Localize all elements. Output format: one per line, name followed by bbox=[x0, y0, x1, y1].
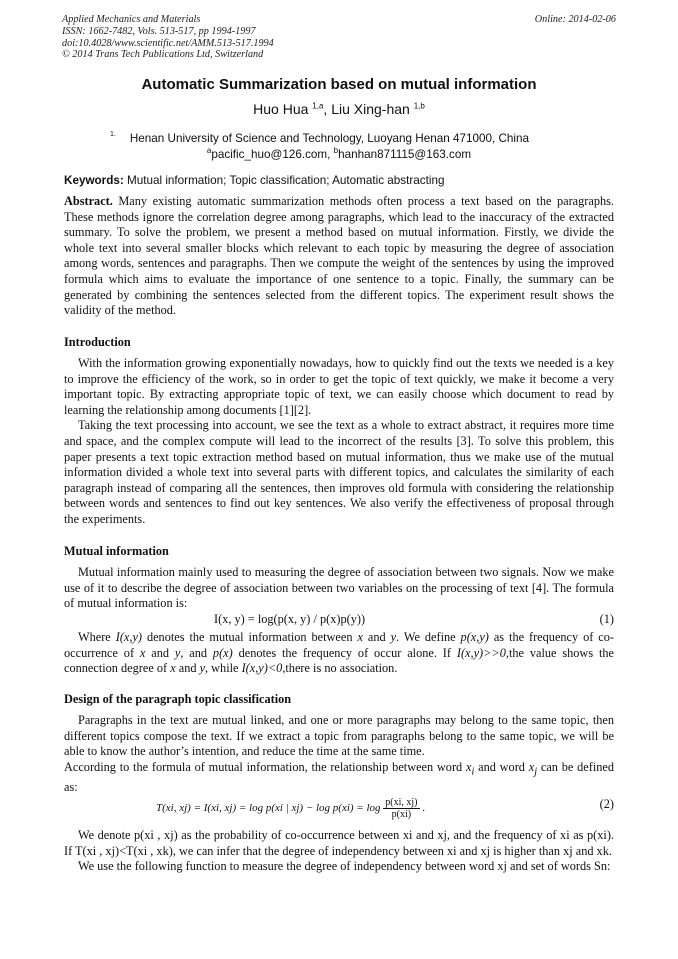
affiliation bbox=[110, 131, 529, 145]
email-a: pacific_huo@126.com, bbox=[211, 147, 334, 161]
journal-name: Applied Mechanics and Materials bbox=[62, 14, 201, 25]
design-paragraph-4: We use the following function to measure the degree of independency between word xj and set of words Sn: bbox=[78, 859, 611, 874]
section-mutual-information bbox=[64, 565, 614, 612]
section-design-title: Design of the paragraph topic classification bbox=[64, 692, 292, 706]
copyright-line: © 2014 Trans Tech Publications Ltd, Switzerland bbox=[62, 49, 264, 61]
author-1-affil: 1,a bbox=[312, 101, 324, 111]
equation-2: T(xi, xj) = I(xi, xj) = log p(xi | xj) − log p(xi) = log $\frac{p(xi, xj)}{p(xi)}$ . bbox=[156, 797, 426, 820]
mi-definitions bbox=[64, 630, 614, 677]
email-b: hanhan871115@163.com bbox=[338, 147, 472, 161]
equation-2-number: (2) bbox=[599, 797, 614, 811]
intro-paragraph-1: With the information growing exponentially nowadays, how to quickly find out the texts we needed is a key to improve the efficiency of the work, so in order to get the topic of text quickly, we make it become a very important topic. By extracting appropriate topic of text, we can easily choose which document to read by learning the relationship among documents [1][2]. bbox=[64, 356, 614, 417]
design-paragraph-1: Paragraphs in the text are mutual linked, and one or more paragraphs may belong to the same topic, then different topics compose the text. If we extract a topic from paragraphs belong to the same topic, we will be able to know the author’s intention, and reduce the time at the same time. bbox=[64, 713, 614, 759]
online-date: Online: 2014-02-06 bbox=[534, 14, 616, 25]
equation-1: I(x, y) = log(p(x, y) / p(x)p(y)) bbox=[214, 612, 366, 626]
affiliation-number: 1. bbox=[110, 131, 116, 138]
design-paragraph-2: According to the formula of mutual information, the relationship between word $x_i$ and word $x_j$ can be defined as: bbox=[64, 759, 615, 794]
equation-2-fraction bbox=[383, 797, 419, 820]
affiliation-text: Henan University of Science and Technology, Luoyang Henan 471000, China bbox=[129, 132, 530, 145]
paper-title: Automatic Summarization based on mutual information bbox=[141, 76, 537, 93]
section-design bbox=[64, 713, 614, 795]
equation-1-number: (1) bbox=[599, 612, 614, 626]
email-b-sup: b bbox=[333, 146, 339, 155]
mi-paragraph-2: Where I(x,y) denotes the mutual information between x and y. We define p(x,y) as the frequency of co-occurrence of x and y, and p(x) denotes the frequency of occur alone. If I(x,y)>>0,the value shows the connection degree of x and y, while I(x,y)<0,there is no association. bbox=[64, 630, 614, 676]
design-paragraph-3: We denote p(xi , xj) as the probability of co-occurrence between xi and xj, and the frequency of xi as p(xi). If T(xi , xj)<T(xi , xk), we can infer that the degree of independency between xi and xj is higher than xj and xk. bbox=[64, 828, 614, 858]
email-line bbox=[0, 146, 678, 161]
section-mutual-information-title: Mutual information bbox=[64, 544, 169, 558]
email-a-sup: a bbox=[206, 146, 212, 155]
section-introduction bbox=[64, 356, 614, 528]
author-2: Liu Xing-han bbox=[331, 101, 410, 117]
abstract bbox=[64, 194, 614, 319]
doi-line: doi:10.4028/www.scientific.net/AMM.513-517.1994 bbox=[62, 37, 274, 49]
keywords-text: Mutual information; Topic classification; Automatic abstracting bbox=[123, 174, 445, 187]
keywords-label: Keywords: bbox=[64, 174, 124, 187]
author-1: Huo Hua bbox=[253, 101, 309, 117]
equation-2-denominator: p(xi) bbox=[391, 809, 412, 820]
mi-paragraph-1: Mutual information mainly used to measuring the degree of association between two signals. Now we make use of it to describe the degree of association between two variables on the processing of text [4]. The formula of mutual information is: bbox=[64, 565, 614, 611]
section-design-continued bbox=[64, 828, 614, 875]
issn-line: ISSN: 1662-7482, Vols. 513-517, pp 1994-1997 bbox=[62, 25, 256, 37]
author-line bbox=[0, 101, 678, 117]
equation-2-text: T(xi, xj) = I(xi, xj) = log p(xi | xj) − log p(xi) = log bbox=[156, 802, 381, 815]
keywords bbox=[64, 174, 444, 187]
intro-paragraph-2: Taking the text processing into account, we see the text as a whole to extract abstract, it requires more time and space, and the complex compute will lead to the incorrect of the results [3]. To solve this problem, this paper presents a text topic extraction method based on mutual information, thus we make use of the mutual information divided a whole text into several parts with different topics, and calculates the similarity of each paragraph instead of comparing all the sentences, then improves old formula with considering the relationship between words and sentences to find out key sentences. We also verify the effectiveness of proposal through the experiments. bbox=[64, 418, 614, 526]
abstract-label: Abstract. bbox=[64, 194, 113, 208]
author-separator: , bbox=[323, 101, 332, 117]
author-2-affil: 1,b bbox=[413, 101, 425, 111]
journal-header bbox=[62, 14, 274, 61]
abstract-text: Many existing automatic summarization methods often process a text based on the paragraphs. These methods ignore the correlation degree among paragraphs, which lead to the inaccuracy of the extracted summary. To solve the problem, we present a method based on mutual information. Firstly, we divide the whole text into several smaller blocks which relevant to each topic by measuring the degree of association among words, sentences and paragraphs. Then we compute the weight of the sentences by using the improved formula which aims to evaluate the importance of one sentence to a topic. Finally, the summary can be generated by combining the sentences selected from the different topics. The experiment result shows the validity of the method. bbox=[64, 194, 614, 318]
equation-2-numerator: p(xi, xj) bbox=[385, 797, 418, 808]
section-introduction-title: Introduction bbox=[64, 335, 131, 349]
